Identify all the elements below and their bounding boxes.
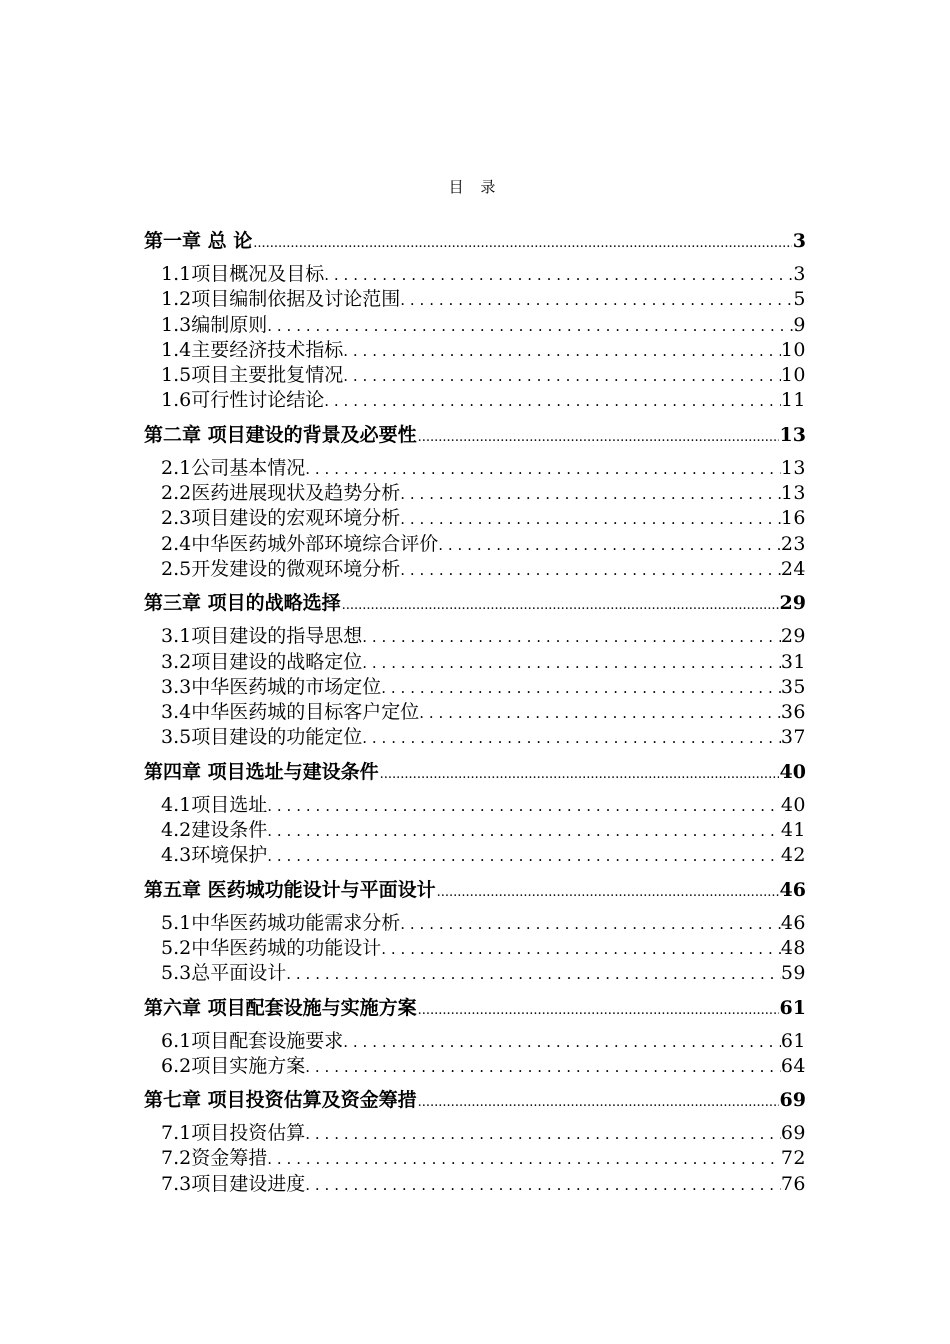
toc-chapter-entry[interactable] bbox=[144, 226, 806, 256]
toc-chapter-label: 第七章 项目投资估算及资金筹措 bbox=[144, 1089, 417, 1112]
toc-leader-dots bbox=[400, 287, 793, 312]
toc-page-number: 36 bbox=[780, 701, 806, 724]
toc-section-label: 1.6可行性讨论结论 bbox=[161, 389, 325, 412]
toc-chapter-label: 第五章 医药城功能设计与平面设计 bbox=[144, 878, 436, 901]
toc-section-entry[interactable] bbox=[144, 287, 806, 312]
toc-section-label: 3.3中华医药城的市场定位 bbox=[161, 675, 382, 698]
toc-page-number: 13 bbox=[780, 456, 806, 479]
toc-section-entry[interactable] bbox=[144, 911, 806, 936]
toc-leader-dots bbox=[362, 624, 781, 649]
toc-leader-dots bbox=[324, 388, 781, 413]
toc-page-number: 69 bbox=[780, 1122, 806, 1145]
toc-section-label: 1.1项目概况及目标 bbox=[161, 263, 325, 285]
toc-page-number: 46 bbox=[780, 911, 806, 934]
toc-chapter-label: 第四章 项目选址与建设条件 bbox=[144, 760, 379, 783]
toc-section-entry[interactable] bbox=[144, 650, 806, 675]
toc-section-entry[interactable] bbox=[144, 1029, 806, 1054]
toc-section-label: 3.5项目建设的功能定位 bbox=[161, 726, 363, 749]
toc-leader-dots bbox=[362, 725, 781, 750]
toc-section-label: 2.3项目建设的宏观环境分析 bbox=[161, 507, 401, 530]
toc-leader-dots bbox=[400, 481, 781, 506]
toc-section-entry[interactable] bbox=[144, 793, 806, 818]
toc-leader-dots bbox=[418, 420, 779, 450]
toc-chapter-label: 第三章 项目的战略选择 bbox=[144, 592, 341, 615]
toc-page-number: 41 bbox=[780, 819, 806, 842]
toc-section-label: 1.2项目编制依据及讨论范围 bbox=[161, 288, 401, 311]
toc-leader-dots bbox=[267, 793, 781, 818]
toc-leader-dots bbox=[400, 506, 781, 531]
toc-leader-dots bbox=[437, 875, 779, 905]
toc-section-label: 3.2项目建设的战略定位 bbox=[161, 650, 363, 673]
toc-page-number: 46 bbox=[779, 878, 806, 901]
toc-page-number: 35 bbox=[780, 675, 806, 698]
toc-section-entry[interactable] bbox=[144, 961, 806, 986]
toc-leader-dots bbox=[381, 936, 781, 961]
toc-chapter-label: 第一章 总 论 bbox=[144, 230, 253, 252]
toc-page-number: 40 bbox=[779, 760, 806, 783]
toc-section-label: 7.1项目投资估算 bbox=[161, 1122, 306, 1145]
toc-leader-dots bbox=[305, 1172, 781, 1197]
toc-page-number: 3 bbox=[792, 230, 806, 252]
toc-chapter-entry[interactable] bbox=[144, 1085, 806, 1115]
toc-section-entry[interactable] bbox=[144, 1054, 806, 1079]
toc-section-entry[interactable] bbox=[144, 481, 806, 506]
toc-page-number: 10 bbox=[780, 364, 806, 387]
toc-leader-dots bbox=[343, 363, 781, 388]
toc-chapter-entry[interactable] bbox=[144, 757, 806, 787]
toc-section-label: 4.3环境保护 bbox=[161, 844, 268, 867]
toc-section-label: 1.5项目主要批复情况 bbox=[161, 364, 344, 387]
toc-leader-dots bbox=[400, 911, 781, 936]
toc-section-entry[interactable] bbox=[144, 818, 806, 843]
toc-section-label: 2.5开发建设的微观环境分析 bbox=[161, 557, 401, 580]
toc-section-entry[interactable] bbox=[144, 700, 806, 725]
toc-chapter-entry[interactable] bbox=[144, 420, 806, 450]
toc-page-number: 23 bbox=[780, 532, 806, 555]
toc-page-number: 31 bbox=[780, 650, 806, 673]
toc-page-number: 59 bbox=[780, 962, 806, 985]
toc-page-number: 61 bbox=[779, 996, 806, 1019]
toc-page-number: 69 bbox=[779, 1089, 806, 1112]
toc-section-entry[interactable] bbox=[144, 725, 806, 750]
toc-section-label: 5.3总平面设计 bbox=[161, 962, 287, 985]
toc-section-entry[interactable] bbox=[144, 1146, 806, 1171]
toc-leader-dots bbox=[267, 818, 781, 843]
toc-section-entry[interactable] bbox=[144, 557, 806, 582]
toc-section-label: 2.2医药进展现状及趋势分析 bbox=[161, 482, 401, 505]
toc-leader-dots bbox=[381, 675, 781, 700]
toc-section-label: 3.4中华医药城的目标客户定位 bbox=[161, 701, 420, 724]
toc-leader-dots bbox=[286, 961, 781, 986]
toc-page-number: 24 bbox=[780, 557, 806, 580]
toc-page-number: 76 bbox=[780, 1172, 806, 1195]
toc-page-number: 13 bbox=[780, 482, 806, 505]
toc-page-number: 61 bbox=[780, 1029, 806, 1052]
toc-leader-dots bbox=[343, 338, 781, 363]
toc-title: 目 录 bbox=[448, 178, 502, 196]
toc-page-number: 11 bbox=[780, 389, 806, 412]
table-of-contents bbox=[144, 226, 806, 1197]
toc-page-number: 5 bbox=[793, 288, 806, 311]
toc-page-number: 13 bbox=[779, 423, 806, 446]
toc-section-entry[interactable] bbox=[144, 1121, 806, 1146]
toc-leader-dots bbox=[380, 757, 779, 787]
toc-section-label: 7.2资金筹措 bbox=[161, 1147, 268, 1170]
toc-section-label: 6.1项目配套设施要求 bbox=[161, 1029, 344, 1052]
toc-section-label: 6.2项目实施方案 bbox=[161, 1054, 306, 1077]
toc-leader-dots bbox=[305, 1121, 781, 1146]
toc-section-label: 1.4主要经济技术指标 bbox=[161, 338, 344, 361]
toc-leader-dots bbox=[267, 313, 793, 338]
toc-chapter-entry[interactable] bbox=[144, 875, 806, 905]
toc-section-entry[interactable] bbox=[144, 843, 806, 868]
toc-section-entry[interactable] bbox=[144, 624, 806, 649]
toc-leader-dots bbox=[362, 650, 781, 675]
toc-leader-dots bbox=[253, 226, 792, 256]
toc-page-number: 10 bbox=[780, 338, 806, 361]
toc-section-entry[interactable] bbox=[144, 675, 806, 700]
toc-section-label: 2.1公司基本情况 bbox=[161, 456, 306, 479]
toc-page-number: 3 bbox=[793, 263, 806, 285]
toc-section-entry[interactable] bbox=[144, 1172, 806, 1197]
toc-page-number: 72 bbox=[780, 1147, 806, 1170]
toc-leader-dots bbox=[400, 557, 781, 582]
toc-leader-dots bbox=[418, 993, 779, 1023]
toc-leader-dots bbox=[438, 532, 781, 557]
toc-section-entry[interactable] bbox=[144, 338, 806, 363]
toc-leader-dots bbox=[305, 1054, 781, 1079]
toc-section-entry[interactable] bbox=[144, 388, 806, 413]
toc-page-number: 64 bbox=[780, 1054, 806, 1077]
toc-leader-dots bbox=[267, 1146, 781, 1171]
toc-section-entry[interactable] bbox=[144, 363, 806, 388]
toc-section-entry[interactable] bbox=[144, 532, 806, 557]
toc-section-entry[interactable] bbox=[144, 456, 806, 481]
toc-section-label: 3.1项目建设的指导思想 bbox=[161, 625, 363, 648]
toc-leader-dots bbox=[267, 843, 781, 868]
toc-page-number: 29 bbox=[780, 625, 806, 648]
toc-leader-dots bbox=[324, 262, 793, 287]
toc-section-label: 5.2中华医药城的功能设计 bbox=[161, 936, 382, 959]
toc-section-label: 4.1项目选址 bbox=[161, 793, 268, 816]
toc-leader-dots bbox=[343, 1029, 781, 1054]
toc-section-label: 5.1中华医药城功能需求分析 bbox=[161, 911, 401, 934]
toc-chapter-label: 第二章 项目建设的背景及必要性 bbox=[144, 423, 417, 446]
toc-page-number: 29 bbox=[779, 592, 806, 615]
toc-chapter-entry[interactable] bbox=[144, 993, 806, 1023]
toc-page-number: 40 bbox=[780, 793, 806, 816]
toc-page-number: 16 bbox=[780, 507, 806, 530]
toc-chapter-entry[interactable] bbox=[144, 588, 806, 618]
toc-page-number: 48 bbox=[780, 936, 806, 959]
toc-section-entry[interactable] bbox=[144, 936, 806, 961]
toc-section-label: 7.3项目建设进度 bbox=[161, 1172, 306, 1195]
toc-section-label: 1.3编制原则 bbox=[161, 313, 268, 336]
toc-chapter-label: 第六章 项目配套设施与实施方案 bbox=[144, 996, 417, 1019]
toc-section-label: 4.2建设条件 bbox=[161, 819, 268, 842]
toc-page-number: 42 bbox=[780, 844, 806, 867]
toc-section-entry[interactable] bbox=[144, 506, 806, 531]
toc-leader-dots bbox=[342, 588, 779, 618]
toc-leader-dots bbox=[419, 700, 781, 725]
toc-section-label: 2.4中华医药城外部环境综合评价 bbox=[161, 532, 439, 555]
toc-section-entry[interactable] bbox=[144, 313, 806, 338]
toc-leader-dots bbox=[305, 456, 781, 481]
toc-page-number: 37 bbox=[780, 726, 806, 749]
toc-section-entry[interactable] bbox=[144, 262, 806, 287]
toc-leader-dots bbox=[418, 1085, 779, 1115]
toc-page-number: 9 bbox=[793, 313, 806, 336]
